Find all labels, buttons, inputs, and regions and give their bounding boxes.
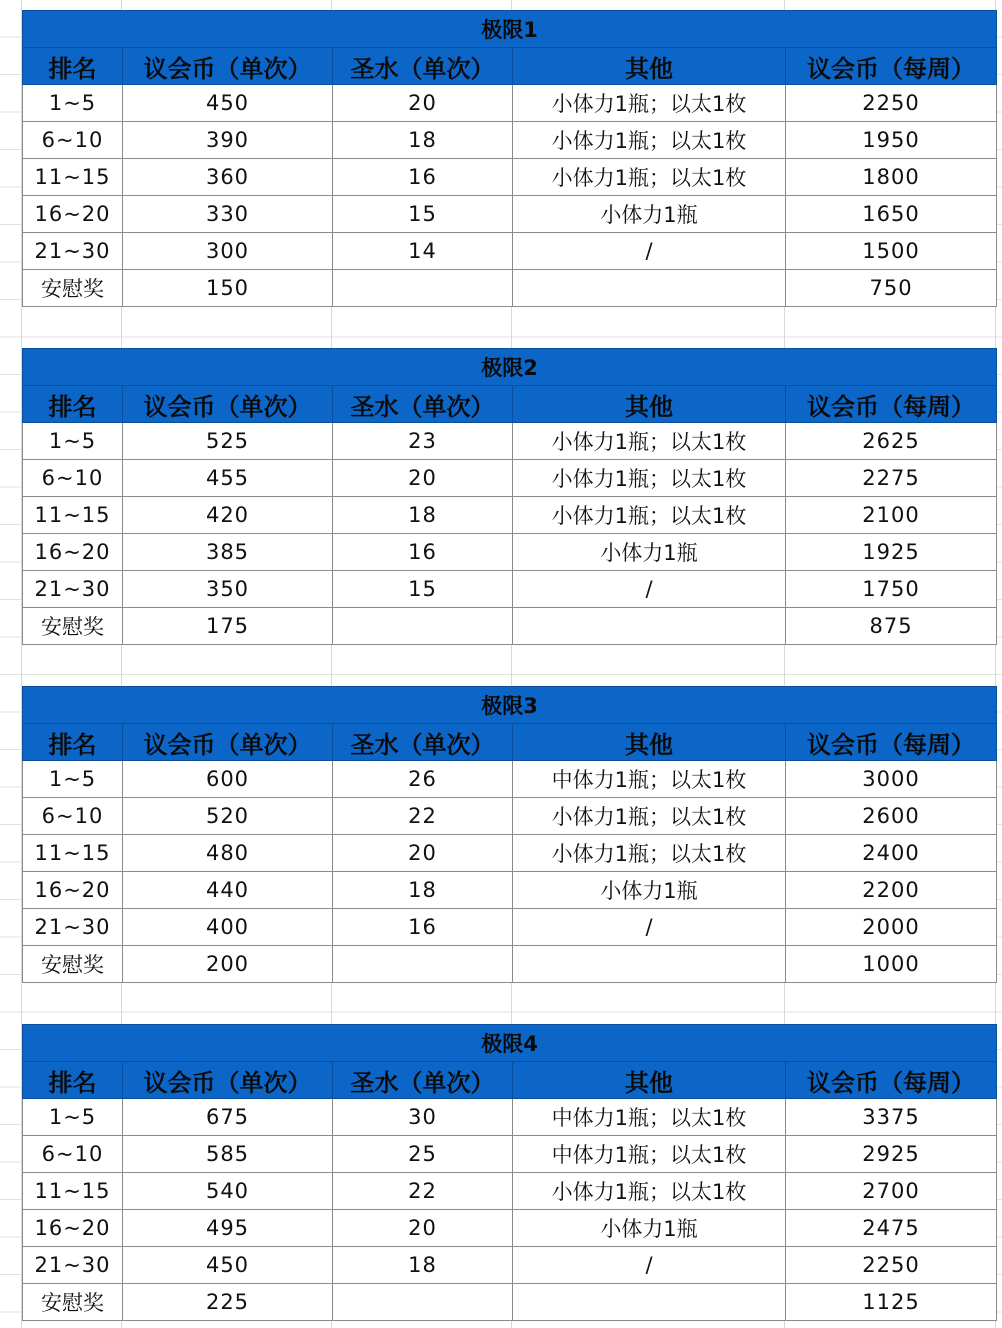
holy-water-cell[interactable]: 18 bbox=[333, 872, 513, 909]
other-cell[interactable]: / bbox=[513, 909, 786, 946]
coin-weekly-cell[interactable]: 1925 bbox=[786, 534, 997, 571]
column-header-row bbox=[23, 724, 997, 761]
rank-cell[interactable]: 11~15 bbox=[23, 497, 123, 534]
other-cell[interactable]: 小体力1瓶 bbox=[513, 1210, 786, 1247]
rank-cell[interactable]: 安慰奖 bbox=[23, 270, 123, 307]
other-cell[interactable]: / bbox=[513, 1247, 786, 1284]
table-row bbox=[23, 761, 997, 798]
column-header-rank[interactable]: 排名 bbox=[23, 48, 123, 85]
rank-cell[interactable]: 6~10 bbox=[23, 1136, 123, 1173]
coin-weekly-cell[interactable]: 875 bbox=[786, 608, 997, 645]
column-header-row bbox=[23, 48, 997, 85]
table-row bbox=[23, 798, 997, 835]
holy-water-cell[interactable]: 20 bbox=[333, 835, 513, 872]
coin-weekly-cell[interactable]: 2400 bbox=[786, 835, 997, 872]
holy-water-cell[interactable]: 20 bbox=[333, 460, 513, 497]
table-title-row bbox=[23, 1025, 997, 1062]
coin-single-cell[interactable]: 175 bbox=[123, 608, 333, 645]
rank-cell[interactable]: 6~10 bbox=[23, 122, 123, 159]
column-header-other[interactable]: 其他 bbox=[513, 386, 786, 423]
holy-water-cell[interactable]: 16 bbox=[333, 159, 513, 196]
column-header-holy-water[interactable]: 圣水（单次） bbox=[333, 386, 513, 423]
coin-single-cell[interactable]: 540 bbox=[123, 1173, 333, 1210]
other-cell[interactable] bbox=[513, 1284, 786, 1321]
table-title[interactable]: 极限2 bbox=[23, 349, 997, 386]
holy-water-cell[interactable]: 30 bbox=[333, 1099, 513, 1136]
coin-single-cell[interactable]: 150 bbox=[123, 270, 333, 307]
holy-water-cell[interactable]: 20 bbox=[333, 1210, 513, 1247]
other-cell[interactable]: 小体力1瓶；以太1枚 bbox=[513, 85, 786, 122]
coin-single-cell[interactable]: 200 bbox=[123, 946, 333, 983]
table-row bbox=[23, 233, 997, 270]
coin-weekly-cell[interactable]: 2250 bbox=[786, 1247, 997, 1284]
holy-water-cell[interactable]: 25 bbox=[333, 1136, 513, 1173]
coin-weekly-cell[interactable]: 1650 bbox=[786, 196, 997, 233]
holy-water-cell[interactable]: 15 bbox=[333, 571, 513, 608]
coin-weekly-cell[interactable]: 1125 bbox=[786, 1284, 997, 1321]
coin-single-cell[interactable]: 420 bbox=[123, 497, 333, 534]
coin-single-cell[interactable]: 330 bbox=[123, 196, 333, 233]
other-cell[interactable]: 小体力1瓶 bbox=[513, 872, 786, 909]
coin-weekly-cell[interactable]: 2250 bbox=[786, 85, 997, 122]
other-cell[interactable]: 中体力1瓶；以太1枚 bbox=[513, 761, 786, 798]
table-row bbox=[23, 608, 997, 645]
holy-water-cell[interactable]: 14 bbox=[333, 233, 513, 270]
rank-cell[interactable]: 安慰奖 bbox=[23, 946, 123, 983]
column-header-coin-single[interactable]: 议会币（单次） bbox=[123, 386, 333, 423]
holy-water-cell[interactable]: 22 bbox=[333, 798, 513, 835]
table-row bbox=[23, 122, 997, 159]
coin-weekly-cell[interactable]: 2600 bbox=[786, 798, 997, 835]
table-title-row bbox=[23, 11, 997, 48]
coin-weekly-cell[interactable]: 1950 bbox=[786, 122, 997, 159]
column-header-rank[interactable]: 排名 bbox=[23, 386, 123, 423]
other-cell[interactable]: / bbox=[513, 571, 786, 608]
holy-water-cell[interactable]: 22 bbox=[333, 1173, 513, 1210]
rank-cell[interactable]: 21~30 bbox=[23, 909, 123, 946]
coin-weekly-cell[interactable]: 750 bbox=[786, 270, 997, 307]
table-title[interactable]: 极限4 bbox=[23, 1025, 997, 1062]
table-row bbox=[23, 909, 997, 946]
table-title[interactable]: 极限3 bbox=[23, 687, 997, 724]
holy-water-cell[interactable]: 20 bbox=[333, 85, 513, 122]
coin-single-cell[interactable]: 495 bbox=[123, 1210, 333, 1247]
column-header-holy-water[interactable]: 圣水（单次） bbox=[333, 48, 513, 85]
rank-cell[interactable]: 16~20 bbox=[23, 872, 123, 909]
coin-single-cell[interactable]: 520 bbox=[123, 798, 333, 835]
coin-single-cell[interactable]: 225 bbox=[123, 1284, 333, 1321]
holy-water-cell[interactable] bbox=[333, 946, 513, 983]
reward-table-4 bbox=[22, 1024, 996, 1321]
rank-cell[interactable]: 1~5 bbox=[23, 423, 123, 460]
reward-table-2 bbox=[22, 348, 996, 645]
holy-water-cell[interactable] bbox=[333, 608, 513, 645]
coin-single-cell[interactable]: 675 bbox=[123, 1099, 333, 1136]
rank-cell[interactable]: 11~15 bbox=[23, 835, 123, 872]
table-row bbox=[23, 497, 997, 534]
table-row bbox=[23, 571, 997, 608]
rank-cell[interactable]: 1~5 bbox=[23, 85, 123, 122]
table-row bbox=[23, 196, 997, 233]
table-title-row bbox=[23, 349, 997, 386]
table-row bbox=[23, 1247, 997, 1284]
holy-water-cell[interactable]: 15 bbox=[333, 196, 513, 233]
column-header-holy-water[interactable]: 圣水（单次） bbox=[333, 1062, 513, 1099]
coin-weekly-cell[interactable]: 2275 bbox=[786, 460, 997, 497]
table-row bbox=[23, 835, 997, 872]
column-header-rank[interactable]: 排名 bbox=[23, 724, 123, 761]
coin-single-cell[interactable]: 350 bbox=[123, 571, 333, 608]
table-row bbox=[23, 872, 997, 909]
table-row bbox=[23, 85, 997, 122]
coin-weekly-cell[interactable]: 1000 bbox=[786, 946, 997, 983]
holy-water-cell[interactable]: 26 bbox=[333, 761, 513, 798]
table-row bbox=[23, 1210, 997, 1247]
coin-single-cell[interactable]: 450 bbox=[123, 85, 333, 122]
coin-single-cell[interactable]: 385 bbox=[123, 534, 333, 571]
reward-table-3 bbox=[22, 686, 996, 983]
other-cell[interactable]: 小体力1瓶；以太1枚 bbox=[513, 159, 786, 196]
rank-cell[interactable]: 21~30 bbox=[23, 233, 123, 270]
column-header-holy-water[interactable]: 圣水（单次） bbox=[333, 724, 513, 761]
holy-water-cell[interactable] bbox=[333, 1284, 513, 1321]
column-header-coin-weekly[interactable]: 议会币（每周） bbox=[786, 386, 997, 423]
coin-weekly-cell[interactable]: 2700 bbox=[786, 1173, 997, 1210]
other-cell[interactable] bbox=[513, 270, 786, 307]
column-header-coin-weekly[interactable]: 议会币（每周） bbox=[786, 48, 997, 85]
coin-weekly-cell[interactable]: 1750 bbox=[786, 571, 997, 608]
coin-single-cell[interactable]: 440 bbox=[123, 872, 333, 909]
column-header-coin-weekly[interactable]: 议会币（每周） bbox=[786, 724, 997, 761]
table-row bbox=[23, 460, 997, 497]
holy-water-cell[interactable]: 16 bbox=[333, 909, 513, 946]
other-cell[interactable]: 小体力1瓶 bbox=[513, 196, 786, 233]
coin-single-cell[interactable]: 455 bbox=[123, 460, 333, 497]
table-row bbox=[23, 270, 997, 307]
coin-weekly-cell[interactable]: 1800 bbox=[786, 159, 997, 196]
rank-cell[interactable]: 11~15 bbox=[23, 159, 123, 196]
rank-cell[interactable]: 1~5 bbox=[23, 761, 123, 798]
table-row bbox=[23, 534, 997, 571]
rank-cell[interactable]: 1~5 bbox=[23, 1099, 123, 1136]
table-row bbox=[23, 423, 997, 460]
rank-cell[interactable]: 16~20 bbox=[23, 1210, 123, 1247]
rank-cell[interactable]: 21~30 bbox=[23, 571, 123, 608]
column-header-coin-single[interactable]: 议会币（单次） bbox=[123, 724, 333, 761]
other-cell[interactable]: 小体力1瓶；以太1枚 bbox=[513, 122, 786, 159]
other-cell[interactable]: 小体力1瓶；以太1枚 bbox=[513, 423, 786, 460]
coin-weekly-cell[interactable]: 2625 bbox=[786, 423, 997, 460]
other-cell[interactable]: 小体力1瓶；以太1枚 bbox=[513, 460, 786, 497]
coin-single-cell[interactable]: 400 bbox=[123, 909, 333, 946]
other-cell[interactable]: 中体力1瓶；以太1枚 bbox=[513, 1099, 786, 1136]
table-row bbox=[23, 159, 997, 196]
coin-single-cell[interactable]: 450 bbox=[123, 1247, 333, 1284]
column-header-coin-single[interactable]: 议会币（单次） bbox=[123, 48, 333, 85]
holy-water-cell[interactable]: 18 bbox=[333, 497, 513, 534]
table-row bbox=[23, 946, 997, 983]
coin-weekly-cell[interactable]: 3375 bbox=[786, 1099, 997, 1136]
coin-single-cell[interactable]: 585 bbox=[123, 1136, 333, 1173]
coin-single-cell[interactable]: 360 bbox=[123, 159, 333, 196]
coin-weekly-cell[interactable]: 1500 bbox=[786, 233, 997, 270]
holy-water-cell[interactable]: 18 bbox=[333, 122, 513, 159]
table-row bbox=[23, 1284, 997, 1321]
coin-single-cell[interactable]: 390 bbox=[123, 122, 333, 159]
other-cell[interactable]: 小体力1瓶；以太1枚 bbox=[513, 497, 786, 534]
table-row bbox=[23, 1099, 997, 1136]
coin-weekly-cell[interactable]: 3000 bbox=[786, 761, 997, 798]
holy-water-cell[interactable]: 16 bbox=[333, 534, 513, 571]
column-header-row bbox=[23, 386, 997, 423]
column-header-other[interactable]: 其他 bbox=[513, 724, 786, 761]
other-cell[interactable]: 小体力1瓶 bbox=[513, 534, 786, 571]
coin-weekly-cell[interactable]: 2200 bbox=[786, 872, 997, 909]
holy-water-cell[interactable]: 18 bbox=[333, 1247, 513, 1284]
other-cell[interactable]: 小体力1瓶；以太1枚 bbox=[513, 1173, 786, 1210]
other-cell[interactable] bbox=[513, 946, 786, 983]
table-title-row bbox=[23, 687, 997, 724]
table-row bbox=[23, 1173, 997, 1210]
rank-cell[interactable]: 11~15 bbox=[23, 1173, 123, 1210]
rank-cell[interactable]: 安慰奖 bbox=[23, 608, 123, 645]
coin-single-cell[interactable]: 480 bbox=[123, 835, 333, 872]
column-header-coin-single[interactable]: 议会币（单次） bbox=[123, 1062, 333, 1099]
other-cell[interactable]: 小体力1瓶；以太1枚 bbox=[513, 835, 786, 872]
other-cell[interactable]: / bbox=[513, 233, 786, 270]
table-title[interactable]: 极限1 bbox=[23, 11, 997, 48]
coin-single-cell[interactable]: 600 bbox=[123, 761, 333, 798]
coin-single-cell[interactable]: 525 bbox=[123, 423, 333, 460]
rank-cell[interactable]: 16~20 bbox=[23, 534, 123, 571]
coin-single-cell[interactable]: 300 bbox=[123, 233, 333, 270]
reward-table-1 bbox=[22, 10, 996, 307]
coin-weekly-cell[interactable]: 2475 bbox=[786, 1210, 997, 1247]
rank-cell[interactable]: 6~10 bbox=[23, 460, 123, 497]
coin-weekly-cell[interactable]: 2000 bbox=[786, 909, 997, 946]
other-cell[interactable]: 小体力1瓶；以太1枚 bbox=[513, 798, 786, 835]
coin-weekly-cell[interactable]: 2100 bbox=[786, 497, 997, 534]
holy-water-cell[interactable]: 23 bbox=[333, 423, 513, 460]
other-cell[interactable]: 中体力1瓶；以太1枚 bbox=[513, 1136, 786, 1173]
rank-cell[interactable]: 6~10 bbox=[23, 798, 123, 835]
rank-cell[interactable]: 安慰奖 bbox=[23, 1284, 123, 1321]
other-cell[interactable] bbox=[513, 608, 786, 645]
holy-water-cell[interactable] bbox=[333, 270, 513, 307]
coin-weekly-cell[interactable]: 2925 bbox=[786, 1136, 997, 1173]
column-header-rank[interactable]: 排名 bbox=[23, 1062, 123, 1099]
rank-cell[interactable]: 16~20 bbox=[23, 196, 123, 233]
column-header-other[interactable]: 其他 bbox=[513, 1062, 786, 1099]
column-header-row bbox=[23, 1062, 997, 1099]
column-header-other[interactable]: 其他 bbox=[513, 48, 786, 85]
table-row bbox=[23, 1136, 997, 1173]
rank-cell[interactable]: 21~30 bbox=[23, 1247, 123, 1284]
column-header-coin-weekly[interactable]: 议会币（每周） bbox=[786, 1062, 997, 1099]
